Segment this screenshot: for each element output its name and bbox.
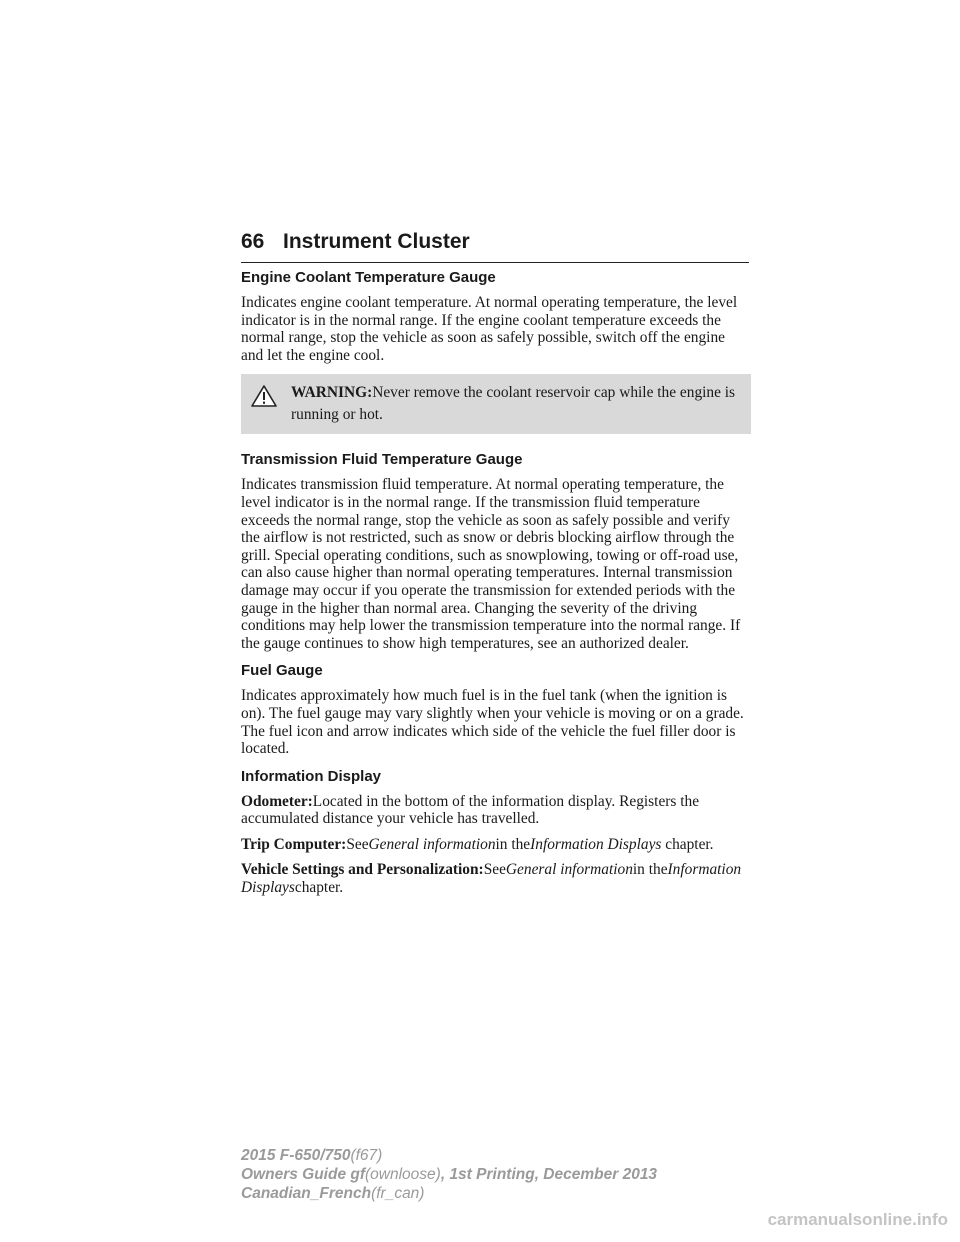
vehicle-settings-label: Vehicle Settings and Personalization: [241, 861, 484, 879]
page-header [241, 230, 749, 263]
vehicle-ref: General information [505, 861, 633, 879]
footer-guide: Owners Guide gf [241, 1166, 366, 1183]
warning-triangle-icon [251, 384, 277, 408]
footer-model: 2015 F-650/750 [241, 1147, 351, 1164]
trip-computer-paragraph [241, 836, 751, 854]
footer-line-1 [241, 1146, 657, 1165]
transmission-paragraph: Indicates transmission fluid temperature. At normal operating temperature, the level indicator is in the normal range. If the transmission fluid temperature exceeds the normal range, stop the vehicle as soon as safely possible and verify the airflow is not restricted, such as snow or debris blocking airflow through the grill. Special operating conditions, such as snowplowing, towing or off-road use, can also cause higher than normal operating temperatures. Internal transmission damage may occur if you operate the transmission for extended periods with the gauge in the higher than normal area. Changing the severity of the driving conditions may help lower the transmission temperature into the normal range. If the gauge continues to show high temperatures, see an authorized dealer. [241, 476, 741, 652]
footer-model-code: (f67) [350, 1147, 383, 1164]
coolant-paragraph: Indicates engine coolant temperature. At normal operating temperature, the level indicator is in the normal range. If the engine coolant temperature exceeds the normal range, stop the vehicle as soon as safely possible, switch off the engine and let the engine cool. [241, 294, 738, 364]
warning-text-block [291, 382, 741, 426]
vehicle-in: in [632, 861, 645, 879]
vehicle-chapter: chapter. [294, 879, 344, 897]
footer-line-3 [241, 1184, 657, 1203]
trip-in-the: in the [495, 835, 531, 853]
footer-language-code: (fr_can) [371, 1185, 425, 1202]
trip-ref: General information [368, 835, 496, 853]
watermark: carmanualsonline.info [767, 1210, 948, 1229]
footer-guide-code: (ownloose) [365, 1166, 441, 1183]
fuel-paragraph: Indicates approximately how much fuel is in the fuel tank (when the ignition is on). The fuel gauge may vary slightly when your vehicle is moving or on a grade. The fuel icon and arrow indicates which side of the vehicle the fuel filler door is located. [241, 687, 744, 758]
warning-box [241, 374, 751, 434]
print-footer [241, 1146, 657, 1203]
coolant-heading: Engine Coolant Temperature Gauge [241, 269, 496, 286]
vehicle-chapter-ref: Information Displays [241, 861, 742, 897]
footer-line-2 [241, 1165, 657, 1184]
page-number: 66 [241, 230, 265, 253]
footer-language: Canadian_French [241, 1185, 372, 1202]
odometer-text: Located in the bottom of the information display. Registers the accumulated distance your vehicle has travelled. [241, 792, 700, 828]
fuel-heading: Fuel Gauge [241, 662, 323, 680]
page-content [241, 268, 751, 905]
info-display-heading: Information Display [241, 767, 382, 785]
chapter-title: Instrument Cluster [283, 230, 470, 253]
trip-chapter: chapter. [665, 835, 714, 853]
trip-chapter-ref: Information Displays [530, 835, 662, 853]
odometer-paragraph [241, 793, 751, 828]
trip-see: See [346, 835, 369, 853]
odometer-label: Odometer: [241, 792, 313, 810]
warning-text: Never remove the coolant reservoir cap while the engine is running or hot. [291, 384, 736, 424]
transmission-heading: Transmission Fluid Temperature Gauge [241, 451, 523, 469]
trip-computer-label: Trip Computer: [241, 835, 347, 853]
vehicle-see: See [483, 861, 506, 879]
warning-label: WARNING: [291, 384, 373, 402]
vehicle-the: the [648, 861, 668, 879]
vehicle-settings-paragraph [241, 861, 751, 896]
footer-printing: , 1st Printing, December 2013 [440, 1166, 658, 1183]
